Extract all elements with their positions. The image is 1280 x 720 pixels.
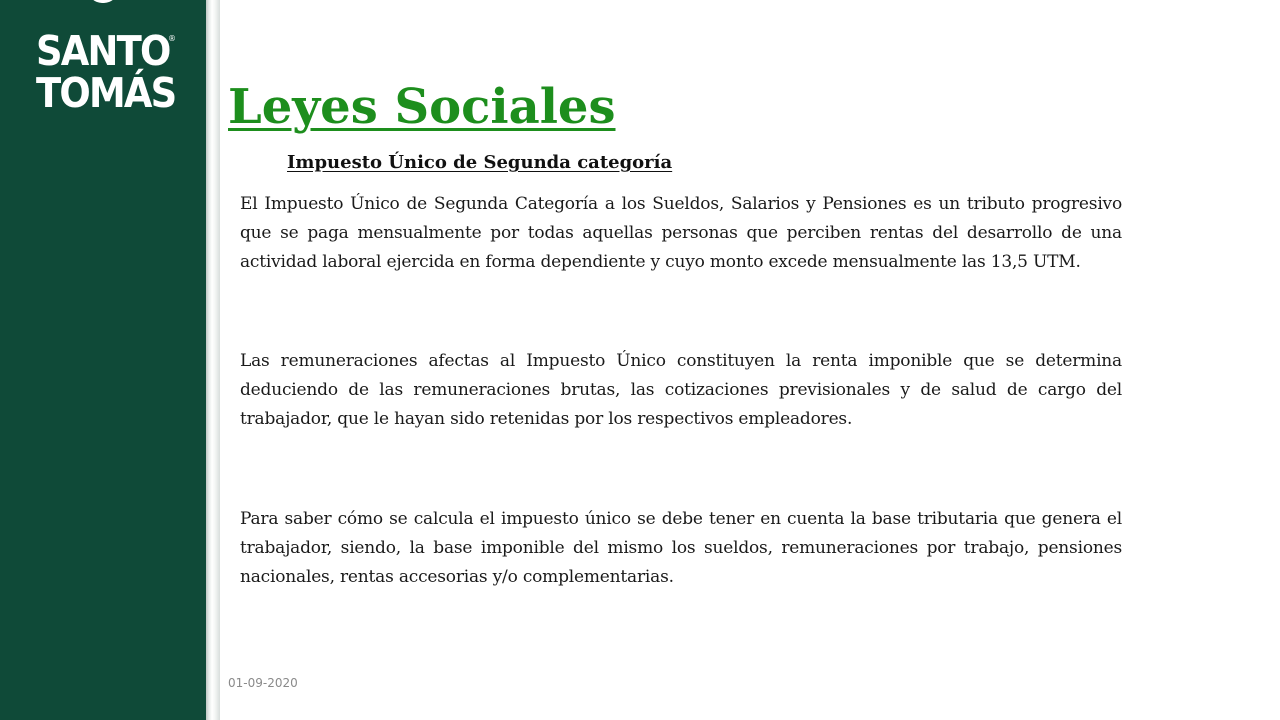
logo-line-2: TOMÁS [36,69,176,117]
sidebar-divider [206,0,220,720]
registered-mark: ® [168,34,176,43]
paragraph-3: Para saber cómo se calcula el impuesto único se debe tener en cuenta la base tributaria que genera el trabajador, siendo, la base imponible del mismo los sueldos, remuneraciones por trabajo, pensiones nacionales, rentas accesorias y/o complementarias. [240,509,1122,587]
slide-subtitle: Impuesto Único de Segunda categoría [287,152,673,173]
logo-arc-icon [88,0,118,3]
slide-title: Leyes Sociales [228,79,616,135]
slide-date: 01-09-2020 [228,676,298,690]
brand-sidebar [0,0,206,720]
logo-line-1: SANTO [36,27,170,75]
paragraph-1: El Impuesto Único de Segunda Categoría a los Sueldos, Salarios y Pensiones es un tributo progresivo que se paga mensualmente por todas aquellas personas que perciben rentas del desarrollo de una actividad laboral ejercida en forma dependiente y cuyo monto excede mensualmente las 13,5 UTM. [240,194,1122,272]
paragraph-2: Las remuneraciones afectas al Impuesto Único constituyen la renta imponible que se determina deduciendo de las remuneraciones brutas, las cotizaciones previsionales y de salud de cargo del trabajador, que le hayan sido retenidas por los respectivos empleadores. [240,351,1122,429]
santo-tomas-logo [36,27,176,117]
